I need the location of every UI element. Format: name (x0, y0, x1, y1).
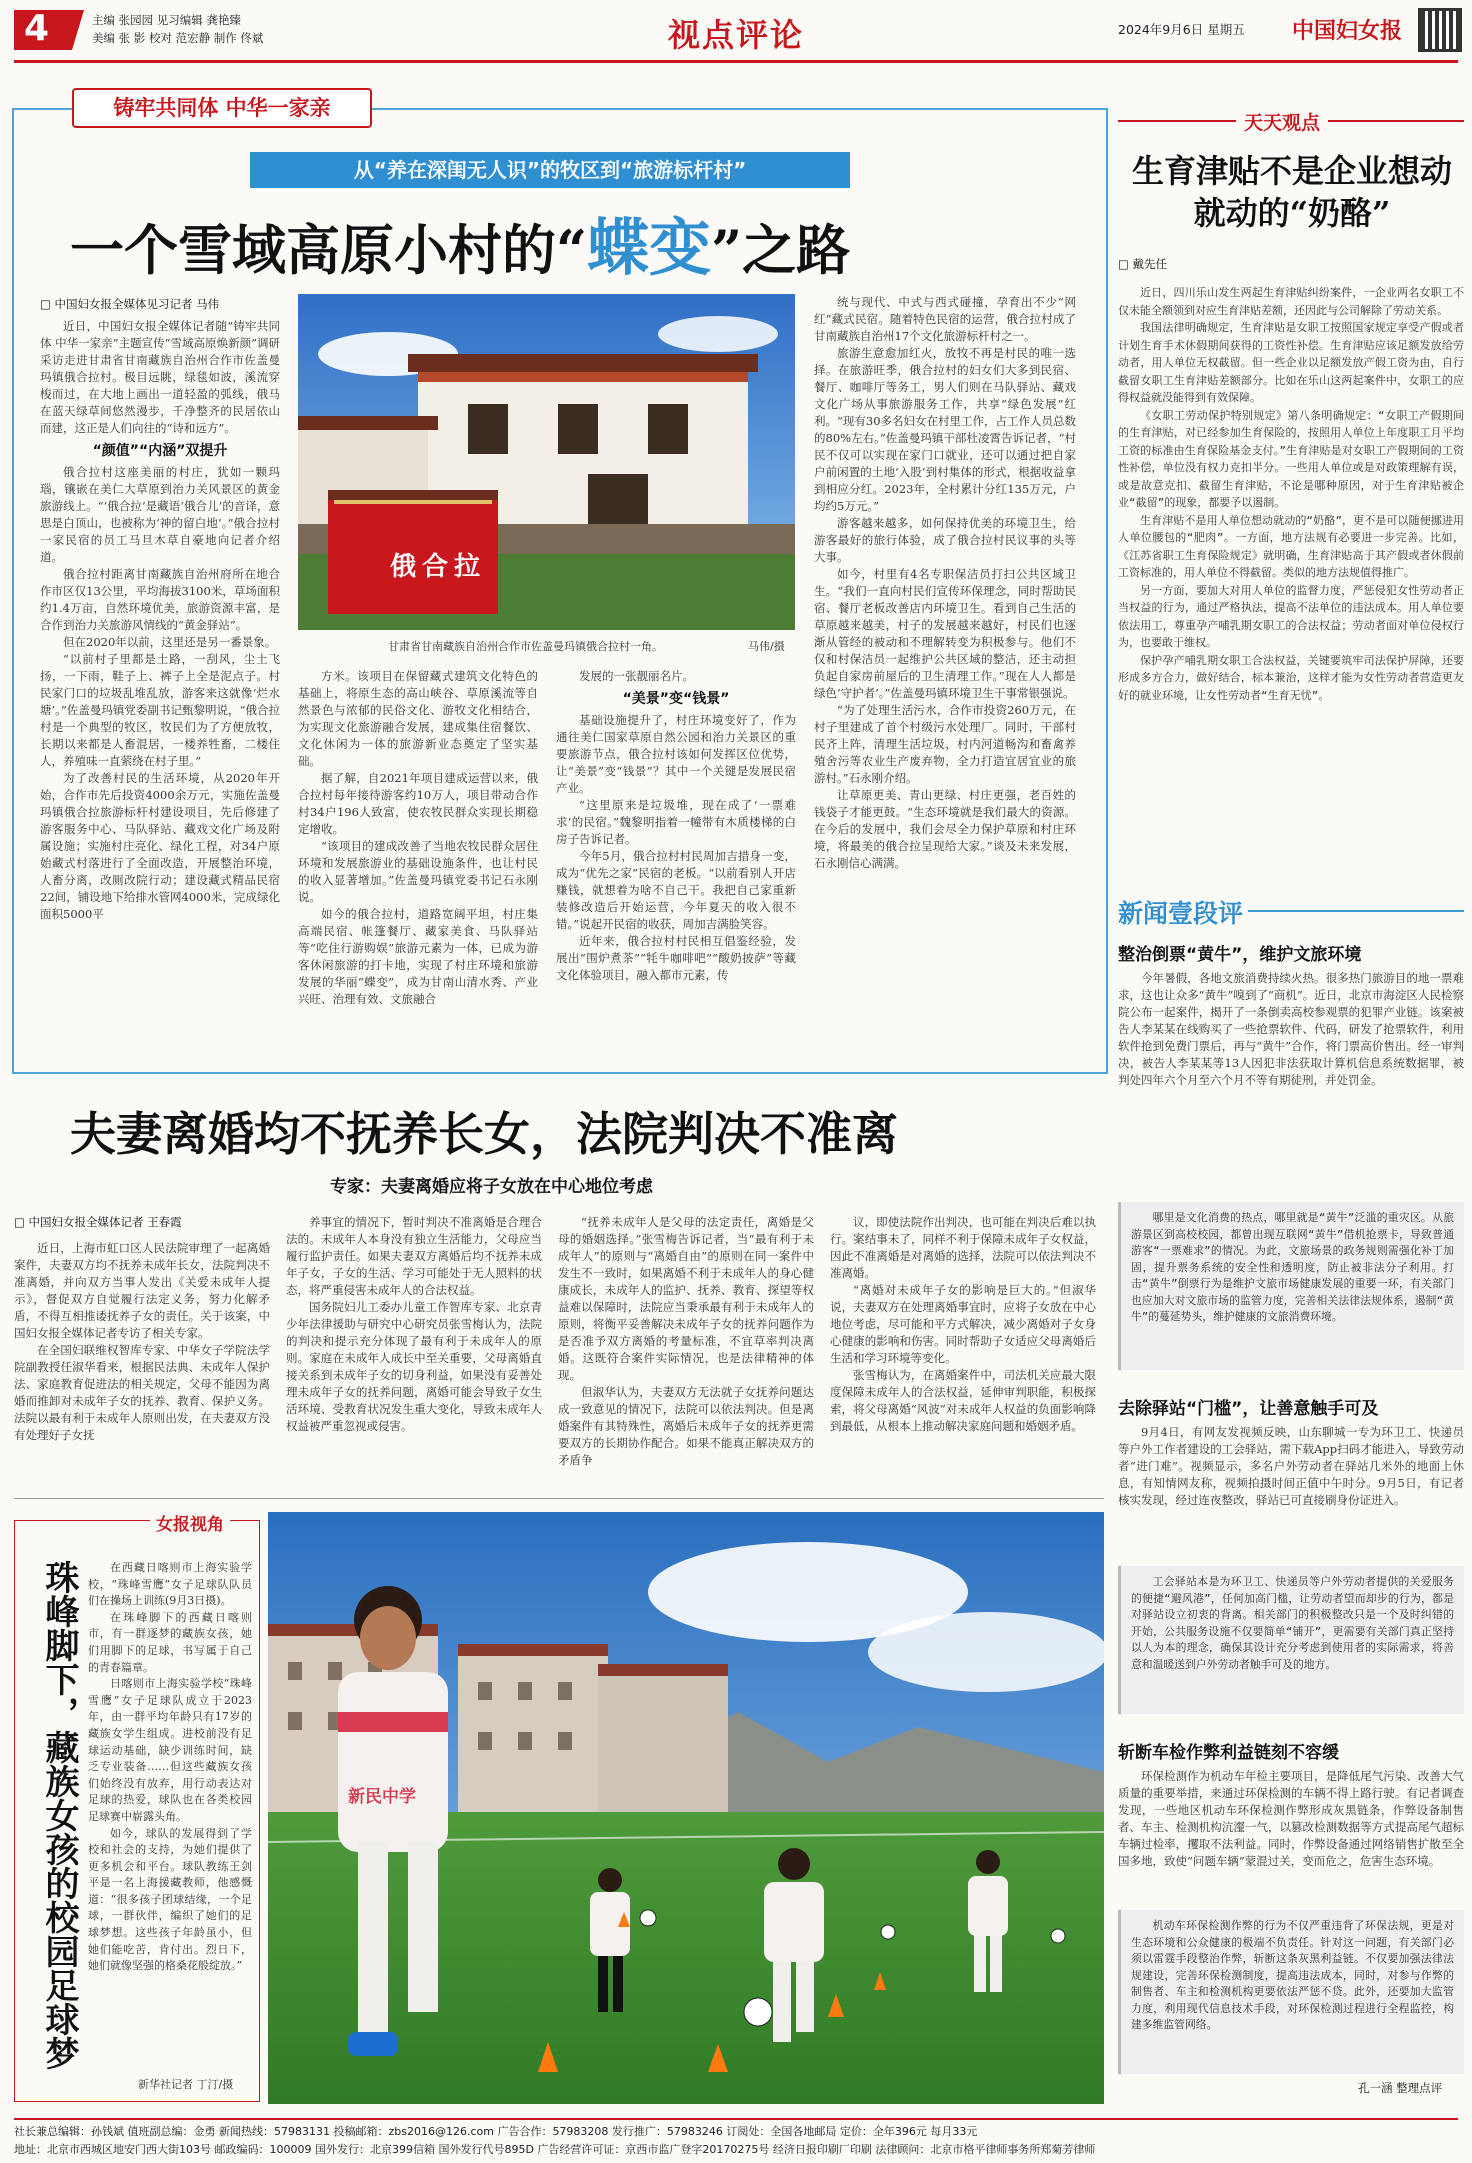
divorce-col-2 (286, 1214, 542, 1490)
paragraph: 为了改善村民的生活环境，从2020年开始，合作市先后投资4000余万元，实施佐盖曼玛镇俄合拉旅游标杆村建设项目，先后修建了游客服务中心、马队驿站、藏戏文化广场及附属设施；实施村庄亮化、绿化工程，对34户原始藏式村落进行了全面改造，开展整治环境，人畜分离，改厕改院行动；建设藏式精品民宿22间，铺设地下给排水管网4000米，完成绿化面积5000平 (40, 771, 280, 921)
paragraph: 游客越来越多，如何保持优美的环境卫生，给游客最好的旅行体验，成了俄合拉村民议事的头等大事。 (814, 516, 1076, 564)
news-review-rule (1248, 910, 1464, 912)
paragraph: 俄合拉村这座美丽的村庄，犹如一颗玛瑙，镶嵌在美仁大草原到治力关风景区的黄金旅游线上。“‘俄合拉’是藏语‘俄合儿’的音译，意思是白顶山，也被称为‘神的留白地’。”俄合拉村一家民宿的员工马旦木草自豪地向记者介绍道。 (40, 465, 280, 564)
feature-col-4 (814, 294, 1076, 1063)
paragraph: 如今，村里有4名专职保洁员打扫公共区域卫生。“我们一直向村民们宣传环保理念，同时帮助民宿、餐厅老板改善店内环境卫生。看到自己生活的草原越来越美，村子的发展越来越好，村民们也逐渐从管经的被动和不理解转变为积极参与。他们不仅和村保洁员一起维护公共区域的整洁，还主动担负起自家房前屋后的卫生清理工作。”现在人人都是绿色‘守护者’。”佐盖曼玛镇环境卫生干事常银强说。 (814, 567, 1076, 700)
bottom-text (88, 1560, 252, 2060)
feature-byline: □ 中国妇女报全媒体见习记者 马伟 (40, 296, 219, 312)
opinion-body (1118, 284, 1464, 884)
staff-line-2: 美编 张 影 校对 范宏静 制作 佟斌 (92, 31, 264, 45)
feature-subhead-2: “美景”变“钱景” (622, 691, 730, 707)
village-scene (298, 294, 795, 630)
paragraph: “抚养未成年人是父母的法定责任，离婚是父母的婚姻选择。”张雪梅告诉记者，当“最有利于未成年人”的原则与“离婚自由”的原则在同一案件中发生不一致时，如果离婚不利于未成年人的身心健康成长，未成年人的监护、抚养、教育、探望等权益难以保障时，法院应当秉承最有利于未成年人的原则，将衡平妥善解决未成年子女的抚养问题作为是否准予双方离婚的考量标准，不宜草率判决离婚。这既符合案件实际情况，也是法律精神的体现。 (558, 1215, 814, 1382)
paragraph: 生育津贴不是用人单位想动就动的“奶酪”，更不是可以随便挪进用人单位腰包的“肥肉”。一方面，地方法规有必要进一步完善。比如，《江苏省职工生育保险规定》就明确，生育津贴高于其产假或者休假前工资标准的，用人单位不得截留。类似的地方法规值得推广。 (1118, 513, 1464, 579)
staff-line-1: 主编 张园园 见习编辑 龚艳臻 (92, 13, 241, 27)
paragraph: 近日，上海市虹口区人民法院审理了一起离婚案件，夫妻双方均不抚养未成年长女，法院判决不准离婚，并向双方当事人发出《关爱未成年人提示》，督促双方自觉履行法定义务，努力化解矛盾，不得互相推诿抚养子女的责任。关于该案，中国妇女报全媒体记者专访了相关专家。 (14, 1241, 270, 1340)
football-photo (268, 1512, 1104, 2104)
paragraph: 据了解，自2021年项目建成运营以来，俄合拉村每年接待游客约10万人，项目带动合作村34户196人致富，使农牧民群众实现长期稳定增收。 (298, 771, 538, 836)
section-title: 视点评论 (668, 16, 805, 54)
paragraph: 今年5月，俄合拉村村民周加吉措身一变，成为“优先之家”民宿的老板。“以前看别人开店赚钱，就想着为啥不自己干。我把自己家重新装修改造后开始运营，今年夏天的收入很不错。”说起开民宿的收获，周加吉满脸笑容。 (556, 849, 796, 931)
review-item-2-text: 9月4日，有网友发视频反映，山东聊城一专为环卫工、快递员等户外工作者建设的工会驿站，需下载App扫码才能进入，导致劳动者“进门难”。视频显示，多名户外劳动者在驿站几米外的地面上休息，有知情网友称，视频拍摄时间正值中午时分。9月5日，有记者核实发现，经过连夜整改，驿站已可直接刷身份证进入。 (1118, 1425, 1464, 1507)
feature-col-3 (556, 668, 796, 1063)
feature-col-2-text (298, 668, 538, 1008)
photo-credit: 马伟/摄 (748, 640, 785, 653)
headline-part-c: ”之路 (711, 218, 851, 282)
review-item-2-comment (1118, 1566, 1464, 1714)
paragraph: 在全国妇联维权智库专家、中华女子学院法学院副教授任淑华看来，根据民法典、未成年人保护法、家庭教育促进法的相关规定，父母不能因为离婚而推卸对未成年子女的抚养、教育、保护义务。法院以最有利于未成年人原则出发，在夫妻双方没有处理好子女抚 (14, 1343, 270, 1442)
feature-col-2 (298, 668, 538, 1063)
feature-col-3b (556, 712, 796, 984)
paragraph: 在西藏日喀则市上海实验学校，“珠峰雪鹰”女子足球队队员们在操场上训练(9月3日摄)。 (88, 1561, 252, 1608)
review-item-1-comment (1118, 1202, 1464, 1370)
footer-line-1: 社长兼总编辑：孙钱斌 值班副总编：金勇 新闻热线：57983131 投稿邮箱：zbs2016@126.com 广告合作：57983208 发行推广：57983246 订阅处：全国各地邮局 定价：全年396元 每月33元 (14, 2125, 978, 2138)
masthead-rule (14, 60, 1458, 63)
paragraph: 另一方面，要加大对用人单位的监督力度，严惩侵犯女性劳动者正当权益的行为，通过严格执法，提高不法单位的违法成本。用人单位要依法用工，尊重孕产哺乳期女职工的合法权益；劳动者面对单位侵权行为，也要敢于维权。 (1118, 583, 1464, 649)
paragraph: 俄合拉村距离甘南藏族自治州府所在地合作市区仅13公里，平均海拔3100米，草场面积约1.4万亩，自然环境优美，旅游资源丰富，是合作到治力关旅游风情线的“黄金驿站”。 (40, 567, 280, 632)
news-review-column (1118, 880, 1464, 2106)
opinion-body-text (1118, 284, 1464, 704)
divorce-subhead: 专家：夫妻离婚应将子女放在中心地位考虑 (330, 1177, 653, 1197)
feature-headline (70, 198, 1060, 284)
paragraph: 让草原更美、青山更绿、村庄更强，老百姓的钱袋子才能更鼓。“生态环境就是我们最大的资源。在今后的发展中，我们会尽全力保护草原和村庄环境，将最美的俄合拉呈现给大家。”谈及未来发展，石永刚信心满满。 (814, 788, 1076, 870)
football-scene (268, 1512, 1104, 2104)
jersey-text: 新民中学 (348, 1787, 416, 1807)
feature-subhead-1: “颜值”“内涵”双提升 (92, 443, 228, 459)
paragraph: “该项目的建成改善了当地农牧民群众居住环境和发展旅游业的基础设施条件，也让村民的收入显著增加。”佐盖曼玛镇党委书记石永刚说。 (298, 839, 538, 904)
feature-col-3-lead: 发展的一张靓丽名片。 (579, 669, 694, 683)
feature-banner (72, 88, 372, 128)
review-item-3-title: 斩断车检作弊利益链刻不容缓 (1118, 1743, 1339, 1763)
village-photo (298, 294, 795, 630)
paragraph: 近年来，俄合拉村村民相互倡鉴经验，发展出“围炉煮茶”“牦牛咖啡吧”“酸奶披萨”等藏文化体验项目，融入都市元素，传 (556, 934, 796, 982)
opinion-column (1118, 108, 1464, 894)
news-review-footer: 孔一涵 整理点评 (1358, 2081, 1443, 2095)
paragraph: 旅游生意愈加红火，放牧不再是村民的唯一选择。在旅游旺季，俄合拉村的妇女们大多到民宿、餐厅、咖啡厅等务工，男人们则在马队驿站、藏戏文化广场从事旅游服务工作，共享“绿色发展”红利。“现有30多名妇女在村里工作，占工作人员总数的80%左右。”佐盖曼玛镇干部杜凌霄告诉记者，“村民不仅可以实现在家门口就业，还可以通过把自家户前闲置的土地‘入股’到村集体的形式，根据收益拿到相应分红。2023年，全村累计分红135万元，户均约5万元。” (814, 346, 1076, 513)
feature-banner-text: 铸牢共同体 中华一家亲 (113, 95, 331, 120)
review-item-1-body (1118, 970, 1464, 1196)
review-item-2-title: 去除驿站“门槛”，让善意触手可及 (1118, 1399, 1379, 1419)
bottom-credit: 新华社记者 丁汀/摄 (138, 2078, 234, 2091)
page-number: 4 (24, 8, 50, 49)
headline-part-a: 一个雪域高原小村的“ (70, 218, 588, 282)
divorce-col-1 (14, 1240, 270, 1490)
paragraph: 但在2020年以前，这里还是另一番景象。 (63, 635, 277, 649)
review-item-3-body (1118, 1768, 1464, 1904)
paragraph: 如今的俄合拉村，道路宽阔平坦，村庄集高端民宿、帐篷餐厅、藏家美食、马队驿站等“吃住行游购娱”旅游元素为一体，已成为游客休闲旅游的打卡地，实现了村庄环境和旅游发展的华丽“蝶变”，成为甘南山清水秀、产业兴旺、治理有效、文旅融合 (298, 907, 538, 1006)
divorce-col-1-text (14, 1240, 270, 1444)
divorce-col-3 (558, 1214, 814, 1490)
paragraph: 在珠峰脚下的西藏日喀则市，有一群逐梦的藏族女孩，她们用脚下的足球，书写属于自己的青春篇章。 (88, 1610, 252, 1674)
divorce-byline: □ 中国妇女报全媒体记者 王春霞 (14, 1214, 182, 1230)
news-review-tag: 新闻壹段评 (1118, 899, 1244, 928)
qr-code-icon (1418, 8, 1462, 52)
village-sign: 俄合拉 (390, 552, 487, 582)
feature-lead: 近日，中国妇女报全媒体记者随“铸牢共同体 中华一家亲”主题宣传“雪域高原焕新颜”调研采访走进甘肃省甘南藏族自治州合作市佐盖曼玛镇俄合拉村。极目远眺，绿毯如波，溪流穿梭而过，在大地上画出一道轻盈的弧线，俄马在蓝天绿草间悠然漫步，千净整齐的民居依山而建，这正是人们向往的“诗和远方”。 (40, 319, 280, 435)
feature-col-1 (40, 318, 280, 1063)
review-item-2-body (1118, 1424, 1464, 1560)
feature-kicker: 从“养在深闺无人识”的牧区到“旅游标杆村” (353, 158, 747, 182)
paragraph: “以前村子里都是土路，一刮风，尘土飞扬，一下雨，鞋子上、裤子上全是泥点子。村民家门口的垃圾乱堆乱放，游客来这就像‘烂水塘’。”佐盖曼玛镇党委副书记甄黎明说，“俄合拉村是一个典型的牧区，牧民们为了方便放牧，长期以来都是人畜混居，一楼养牲畜，二楼住人，养殖味一直萦绕在村子里。” (40, 652, 280, 768)
paragraph: 统与现代、中式与西式碰撞，孕育出不少“网红”藏式民宿。随着特色民宿的运营，俄合拉村成了甘南藏族自治州17个文化旅游标杆村之一。 (814, 295, 1076, 343)
paragraph: “离婚对未成年子女的影响是巨大的。”但淑华说，夫妻双方在处理离婚事宜时，应将子女放在中心地位考虑，尽可能和平方式解决，减少离婚对子女身心健康的影响和伤害。同时帮助子女适应父母离婚后生活和学习环境等变化。 (830, 1283, 1096, 1365)
paragraph: 日喀则市上海实验学校“珠峰雪鹰”女子足球队成立于2023年，由一群平均年龄只有17岁的藏族女学生组成。进校前没有足球运动基础，缺少训练时间，缺乏专业装备……但这些藏族女孩们始终没有放弃，用行动表达对足球的热爱，球队也在各类校园足球赛中崭露头角。 (88, 1677, 252, 1823)
review-item-1-comment-text: 哪里是文化消费的热点，哪里就是“黄牛”泛滥的重灾区。从旅游景区到高校校园，都曾出现互联网“黄牛”借机抢票卡，导致普通游客“一票难求”的情况。为此，文旅场景的政务规则需强化补丁加固，提升票务系统的安全性和透明度，防止被非法分子利用。打击“黄牛”倒票行为是维护文旅市场健康发展的重要一环，有关部门也应加大对文旅市场的监管力度，完善相关法律法规体系，遏制“黄牛”的蔓延势头，维护健康的文旅消费环境。 (1131, 1211, 1454, 1323)
divorce-col-4-text (830, 1214, 1096, 1435)
paragraph: 如今，球队的发展得到了学校和社会的支持，为她们提供了更多机会和平台。球队教练王剑平是一名上海援藏教师，他感慨道：“很多孩子团球结缘，一个足球，一群伙伴，编织了她们的足球梦想。这些孩子年龄虽小，但她们能吃苦，肯付出。烈日下，她们就像坚强的格桑花般绽放。” (88, 1826, 252, 1973)
review-item-3-comment (1118, 1910, 1464, 2074)
opinion-byline: □ 戴先任 (1118, 256, 1167, 272)
paragraph: 方米。该项目在保留藏式建筑文化特色的基础上，将原生态的高山峡谷、草原溪流等自然景色与浓郁的民俗文化、游牧文化相结合，为实现文化旅游融合发展，建成集住宿餐饮、文化休闲为一体的旅游新业态奠定了坚实基础。 (298, 669, 538, 768)
paragraph: 保护孕产哺乳期女职工合法权益，关键要筑牢司法保护屏障，还要形成多方合力，做好结合，标本兼治，这样才能为女性劳动者营造更友好的就业环境，让女性劳动者“生育无忧”。 (1118, 653, 1464, 702)
headline-part-b: 蝶变 (587, 211, 712, 284)
masthead (0, 0, 1472, 62)
paragraph: 议，即使法院作出判决，也可能在判决后难以执行。案结事未了，同样不利于保障未成年子女权益，因此不准离婚是对离婚的选择，法院可以依法判决不准离婚。 (830, 1215, 1096, 1280)
review-item-1-text: 今年暑假，各地文旅消费持续火热。很多热门旅游目的地一票难求，这也让众多“黄牛”嗅到了“商机”。近日，北京市海淀区人民检察院公布一起案件，揭开了一条倒卖高校参观票的犯罪产业链。该案被告人李某某在线购买了一些抢票软件、代码，研发了抢票软件，利用软件抢到免费门票后，再与“黄牛”合作，将门票高价售出。经一审判决，被告人李某某等13人因犯非法获取计算机信息系统数据罪，被判处四年六个月至六个月不等有期徒刑，并处罚金。 (1118, 971, 1464, 1087)
paragraph: 国务院妇儿工委办儿童工作智库专家、北京青少年法律援助与研究中心研究员张雪梅认为，法院的判决和提示充分体现了最有利于未成年人的原则。家庭在未成年人成长中至关重要，父母离婚直接关系到未成年子女的切身利益，如果没有妥善处理未成年子女的抚养问题，离婚可能会导致子女生活环境、受教育状况发生重大变化，导致未成年人权益被严重忽视或侵害。 (286, 1300, 542, 1433)
paragraph: “这里原来是垃圾堆，现在成了‘一票难求’的民宿。”魏黎明指着一幢带有木质楼梯的白房子告诉记者。 (556, 798, 796, 846)
footer-line-2: 地址：北京市西城区地安门西大街103号 邮政编码：100009 国外发行：北京399信箱 国外发行代号895D 广告经营许可证：京西市监广登字20170275号 经济日报印刷厂印刷 法律顾问：北京市格平律师事务所郑菊芳律师 (14, 2143, 1096, 2156)
paragraph: 《女职工劳动保护特别规定》第八条明确规定：“女职工产假期间的生育津贴，对已经参加生育保险的，按照用人单位上年度职工月平均工资的标准由生育保险基金支付。”生育津贴是对女职工产假期间的工资性补偿，单位没有权力克扣半分。一些用人单位或是对政策理解有误，或是故意克扣、截留生育津贴，不论是哪种原因，对于生育津贴被企业“截留”的现象，都要予以遏制。 (1118, 408, 1464, 509)
review-item-3-text: 环保检测作为机动车年检主要项目，是降低尾气污染、改善大气质量的重要举措，来通过环保检测的车辆不得上路行驶。有记者调查发现，一些地区机动车环保检测作弊形成灰黑链条，作弊设备制售者、车主、检测机构沆瀣一气，以篡改检测数据等方式提高尾气超标车辆过检率，攫取不法利益。同时，作弊设备通过网络销售扩散至全国多地，致使“问题车辆”蒙混过关，变而危之，危害生态环境。 (1118, 1769, 1464, 1868)
bottom-vertical-title: 珠峰脚下，藏族女孩的校园足球梦 (39, 1560, 79, 2070)
review-item-1-title: 整治倒票“黄牛”，维护文旅环境 (1118, 945, 1362, 965)
divorce-bottom-rule (14, 1498, 1104, 1499)
footer-rule (14, 2118, 1458, 2120)
divorce-headline: 夫妻离婚均不抚养长女，法院判决不准离 (70, 1107, 898, 1161)
paragraph: 近日，四川乐山发生两起生育津贴纠纷案件，一企业两名女职工不仅未能全额领到对应生育津贴差额，还因此与公司解除了劳动关系。 (1118, 286, 1464, 317)
paper-name-logo: 中国妇女报 (1292, 18, 1403, 44)
paragraph: “为了处理生活污水，合作市投资260万元，在村子里建成了首个村级污水处理厂。同时，干部村民齐上阵，清理生活垃圾，村内河道畅沟和畜禽养殖舍污等农业生产废弃物，全力打造宜居宜业的旅游村。”石永刚介绍。 (814, 703, 1076, 785)
review-item-3-comment-text: 机动车环保检测作弊的行为不仅严重违背了环保法规，更是对生态环境和公众健康的极端不负责任。针对这一问题，有关部门必须以雷霆手段整治作弊，斩断这条灰黑利益链。不仅要加强法律法规建设，完善环保检测制度，提高违法成本，同时，对参与作弊的制售者、车主和检测机构更要依法严惩不贷。此外，还要加大监管力度，利用现代信息技术手段，对环保检测过程进行全程监控，构建多维监管网络。 (1131, 1919, 1454, 2031)
bottom-text-paras (88, 1560, 252, 1975)
divorce-col-3-text (558, 1214, 814, 1469)
feature-col-1b (40, 464, 280, 923)
paragraph: 养事宜的情况下，暂时判决不准离婚是合理合法的。未成年人本身没有独立生活能力，父母应当履行监护责任。如果夫妻双方离婚后均不抚养未成年子女，子女的生活、学习可能处于无人照料的状态，将严重侵害未成年人的合法权益。 (286, 1215, 542, 1297)
review-item-2-comment-text: 工会驿站本是为环卫工、快递员等户外劳动者提供的关爱服务的便捷“避风港”，任何加高门槛，让劳动者望而却步的行为，都是对驿站设立初衷的背离。相关部门的积极整改只是一个及时纠错的开始，公共服务设施不仅要简单“铺开”，更需要有关部门真正坚持以人为本的理念，确保其设计充分考虑到使用者的实际需求，将善意和温暖送到户外劳动者触手可及的地方。 (1131, 1575, 1454, 1671)
bottom-tag: 女报视角 (150, 1510, 230, 1535)
photo-caption: 甘肃省甘南藏族自治州合作市佐盖曼玛镇俄合拉村一角。 (388, 640, 663, 653)
paragraph: 我国法律明确规定，生育津贴是女职工按照国家规定享受产假或者计划生育手术休假期间获得的工资性补偿。生育津贴应该足额发放给劳动者，用人单位无权截留。但一些企业以足额发放产假工资为由，自行截留女职工生育津贴差额部分。比如在乐山这两起案件中，女职工的应得权益就没能得到有效保障。 (1118, 321, 1464, 404)
paragraph: 但淑华认为，夫妻双方无法就子女抚养问题达成一致意见的情况下，法院可以依法判决。但是离婚案件有其特殊性，离婚后未成年子女的抚养更需要双方的长期协作配合。如果不能真正解决双方的矛盾争 (558, 1385, 814, 1467)
divorce-col-2-text (286, 1214, 542, 1435)
page-number-badge (14, 10, 84, 50)
feature-kicker-bar (250, 152, 850, 188)
issue-date: 2024年9月6日 星期五 (1118, 22, 1245, 37)
opinion-tag: 天天观点 (1236, 108, 1328, 135)
opinion-headline: 生育津贴不是企业想动就动的“奶酪” (1132, 152, 1453, 232)
paragraph: 张雪梅认为，在离婚案件中，司法机关应最大限度保障未成年人的合法权益，延伸审判职能，积极探索，将父母离婚“风波”对未成年人权益的负面影响降到最低，从根本上推动解决家庭问题和婚姻矛盾。 (830, 1368, 1096, 1433)
paragraph: 基础设施提升了，村庄环境变好了，作为通往美仁国家草原自然公园和治力关景区的重要旅游节点，俄合拉村该如何发挥区位优势，让“美景”变“钱景”？其中一个关键是发展民宿产业。 (556, 713, 796, 795)
feature-col-4-text (814, 294, 1076, 872)
divorce-col-4 (830, 1214, 1096, 1490)
